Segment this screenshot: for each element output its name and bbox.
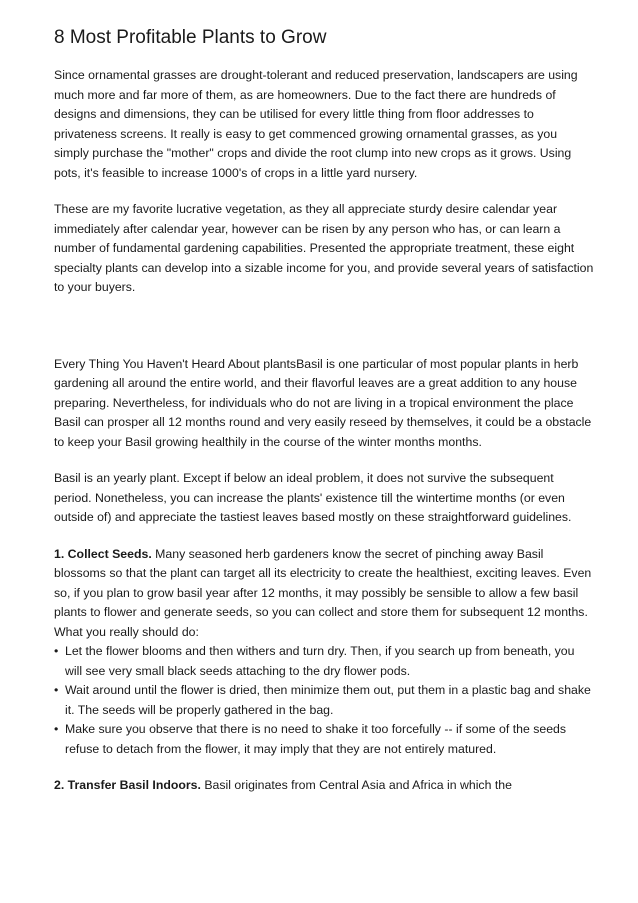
bullet-icon: • [54, 644, 59, 658]
bullet-icon: • [54, 722, 59, 736]
paragraph-ornamental-grasses: Since ornamental grasses are drought-tolerant and reduced preservation, landscapers are using much more and far more of them, as are homeowners. Due to the fact there are hundreds of designs and dimensions, they can be utilised for every little thing from floor addresses to privateness screens. It really is easy to get commenced growing ornamental grasses, as you simply purchase the "mother" crops and divide the root clump into new crops as it grows. Using pots, it's feasible to increase 1000's of crops in a little yard nursery. [54, 68, 578, 180]
paragraph-basil-yearly: Basil is an yearly plant. Except if below an ideal problem, it does not survive the subsequent period. Nonetheless, you can increase the plants' existence till the wintertime months (or even outside of) and appreciate the tastiest leaves based mostly on these straightforward guidelines. [54, 471, 572, 524]
subheading-what-to-do: What you really should do: [54, 624, 199, 639]
document-page [54, 24, 594, 813]
section-collect-seeds [54, 545, 594, 623]
document-title: 8 Most Profitable Plants to Grow [54, 27, 327, 48]
list-item [54, 681, 594, 720]
bullet-icon: • [54, 683, 59, 697]
section-heading-collect-seeds: 1. Collect Seeds. [54, 546, 152, 561]
section-transfer-basil [54, 776, 594, 796]
list-item-text: Make sure you observe that there is no need to shake it too forcefully -- if some of the seeds refuse to detach from the flower, it may imply that they are not entirely matured. [65, 722, 567, 756]
list-item-text: Wait around until the flower is dried, then minimize them out, put them in a plastic bag and shake it. The seeds will be properly gathered in the bag. [65, 683, 591, 717]
section-body-transfer-basil: Basil originates from Central Asia and Africa in which the [200, 778, 512, 792]
blank-space [54, 315, 594, 355]
section-body-collect-seeds: Many seasoned herb gardeners know the secret of pinching away Basil blossoms so that the plant can target all its electricity to create the healthiest, exciting leaves. Even so, if you plan to grow basil year after 12 months, it may possibly be sensible to allow a few basil plants to flower and generate seeds, so you can collect and store them for subsequent 12 months. [54, 546, 592, 619]
list-item [54, 720, 594, 759]
paragraph-basil-intro: Every Thing You Haven't Heard About plantsBasil is one particular of most popular plants in herb gardening all around the entire world, and their flavorful leaves are a great addition to any house preparing. Nevertheless, for individuals who do not are living in a tropical environment the place Basil can prosper all 12 months round and very easily reseed by themselves, it could be a obstacle to keep your Basil growing healthily in the course of the winter months months. [54, 356, 592, 449]
bullet-list [54, 642, 594, 759]
list-item [54, 642, 594, 681]
list-item-text: Let the flower blooms and then withers and turn dry. Then, if you search up from beneath, you will see very small black seeds attaching to the dry flower pods. [65, 644, 575, 678]
paragraph-favorite-vegetation: These are my favorite lucrative vegetation, as they all appreciate sturdy desire calendar year immediately after calendar year, however can be risen by any person who has, or can learn a number of fundamental gardening capabilities. Presented the appropriate treatment, these eight specialty plants can develop into a sizable income for you, and provide several years of satisfaction to your buyers. [54, 202, 594, 294]
section-heading-transfer-basil: 2. Transfer Basil Indoors. [54, 778, 201, 792]
